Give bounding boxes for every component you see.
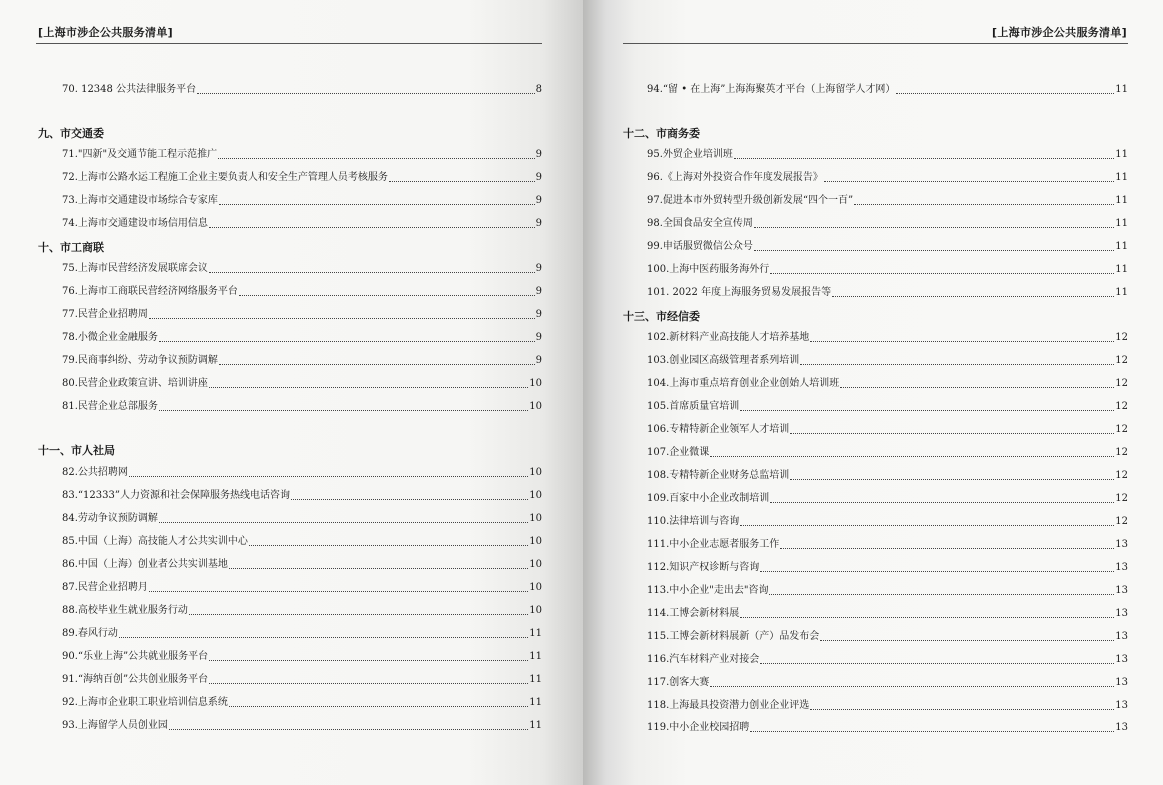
- page-number: 11: [529, 720, 542, 731]
- entry-label: 118.上海最具投资潜力创业企业评选: [647, 700, 810, 711]
- dot-leader: [209, 673, 528, 684]
- entry-label: 76.上海市工商联民营经济网络服务平台: [62, 286, 238, 297]
- dot-leader: [189, 604, 528, 615]
- toc-entry: [647, 653, 1128, 667]
- dot-leader: [790, 469, 1114, 480]
- page-number: 13: [1115, 700, 1128, 711]
- page-number: 10: [529, 605, 542, 616]
- page-number: 10: [529, 582, 542, 593]
- dot-leader: [219, 354, 535, 365]
- page-number: 11: [1115, 172, 1128, 183]
- dot-leader: [754, 240, 1114, 251]
- entry-label: 74.上海市交通建设市场信用信息: [62, 218, 208, 229]
- dot-leader: [760, 653, 1114, 664]
- header-rule: [36, 43, 542, 44]
- toc-entry: [647, 721, 1128, 735]
- toc-entry: [62, 262, 542, 276]
- page-number: 12: [1115, 424, 1128, 435]
- dot-leader: [209, 217, 535, 228]
- toc-entry: [62, 308, 542, 322]
- toc-entry: [647, 240, 1128, 254]
- dot-leader: [750, 721, 1114, 732]
- dot-leader: [119, 627, 528, 638]
- entry-label: 89.春风行动: [62, 628, 118, 639]
- dot-leader: [209, 377, 528, 388]
- page-number: 9: [535, 195, 542, 206]
- page-number: 12: [1115, 493, 1128, 504]
- toc-entry: [62, 581, 542, 595]
- dot-leader: [209, 650, 528, 661]
- entry-label: 77.民营企业招聘周: [62, 309, 148, 320]
- page-number: 9: [535, 149, 542, 160]
- page-number: 9: [535, 355, 542, 366]
- toc-entry: [647, 515, 1128, 529]
- entry-label: 94.“留 • 在上海”上海海聚英才平台（上海留学人才网）: [647, 84, 896, 95]
- section-heading: 十二、市商务委: [623, 127, 700, 140]
- dot-leader: [159, 512, 528, 523]
- entry-label: 78.小微企业金融服务: [62, 332, 158, 343]
- entry-label: 97.促进本市外贸转型升级创新发展“四个一百”: [647, 195, 854, 206]
- entry-label: 102.新材料产业高技能人才培养基地: [647, 332, 810, 343]
- toc-entry: [647, 331, 1128, 345]
- page-number: 13: [1115, 654, 1128, 665]
- toc-entry: [62, 217, 542, 231]
- dot-leader: [389, 171, 535, 182]
- entry-label: 85.中国（上海）高技能人才公共实训中心: [62, 536, 248, 547]
- entry-label: 79.民商事纠纷、劳动争议预防调解: [62, 355, 218, 366]
- entry-label: 117.创客大赛: [647, 677, 710, 688]
- entry-label: 110.法律培训与咨询: [647, 516, 740, 527]
- dot-leader: [710, 676, 1114, 687]
- toc-entry: [647, 492, 1128, 506]
- page-number: 8: [535, 84, 542, 95]
- entry-label: 116.汽车材料产业对接会: [647, 654, 760, 665]
- dot-leader: [769, 584, 1114, 595]
- dot-leader: [740, 515, 1114, 526]
- page-number: 9: [535, 286, 542, 297]
- entry-label: 104.上海市重点培育创业企业创始人培训班: [647, 378, 840, 389]
- toc-entry: [62, 719, 542, 733]
- toc-entry: [647, 400, 1128, 414]
- dot-leader: [832, 286, 1114, 297]
- page-number: 9: [535, 263, 542, 274]
- toc-entry: [62, 627, 542, 641]
- page-number: 13: [1115, 722, 1128, 733]
- entry-label: 83.“12333”人力资源和社会保障服务热线电话咨询: [62, 490, 290, 501]
- page-number: 11: [529, 651, 542, 662]
- toc-entry: [62, 466, 542, 480]
- page-number: 11: [529, 674, 542, 685]
- entry-label: 98.全国食品安全宣传周: [647, 218, 753, 229]
- toc-entry: [647, 83, 1128, 97]
- page-number: 10: [529, 490, 542, 501]
- dot-leader: [239, 285, 535, 296]
- page-number: 12: [1115, 332, 1128, 343]
- toc-entry: [62, 558, 542, 572]
- section-heading: 九、市交通委: [38, 127, 104, 140]
- entry-label: 82.公共招聘网: [62, 467, 128, 478]
- entry-label: 100.上海中医药服务海外行: [647, 264, 770, 275]
- dot-leader: [740, 400, 1114, 411]
- dot-leader: [159, 331, 535, 342]
- dot-leader: [149, 581, 528, 592]
- entry-label: 71."四新"及交通节能工程示范推广: [62, 149, 218, 160]
- toc-entry: [62, 604, 542, 618]
- page-number: 11: [1115, 84, 1128, 95]
- dot-leader: [159, 400, 528, 411]
- section-heading: 十一、市人社局: [38, 444, 115, 457]
- entry-label: 106.专精特新企业领军人才培训: [647, 424, 790, 435]
- entry-label: 114.工博会新材料展: [647, 608, 740, 619]
- page-number: 10: [529, 401, 542, 412]
- page-number: 12: [1115, 401, 1128, 412]
- page-number: 12: [1115, 516, 1128, 527]
- toc-entry: [62, 512, 542, 526]
- entry-label: 101. 2022 年度上海服务贸易发展报告等: [647, 287, 832, 298]
- dot-leader: [780, 538, 1114, 549]
- toc-entry: [62, 285, 542, 299]
- toc-entry: [647, 538, 1128, 552]
- entry-label: 112.知识产权诊断与咨询: [647, 562, 760, 573]
- toc-entry: [647, 148, 1128, 162]
- toc-entry: [647, 699, 1128, 713]
- page-number: 13: [1115, 585, 1128, 596]
- entry-label: 81.民营企业总部服务: [62, 401, 158, 412]
- toc-entry: [647, 354, 1128, 368]
- page-number: 13: [1115, 562, 1128, 573]
- toc-entry: [647, 676, 1128, 690]
- page-number: 11: [1115, 241, 1128, 252]
- dot-leader: [770, 263, 1114, 274]
- page-number: 12: [1115, 447, 1128, 458]
- dot-leader: [197, 83, 535, 94]
- dot-leader: [710, 446, 1114, 457]
- dot-leader: [169, 719, 528, 730]
- page-number: 12: [1115, 355, 1128, 366]
- entry-label: 107.企业微课: [647, 447, 710, 458]
- page-number: 12: [1115, 378, 1128, 389]
- toc-entry: [647, 630, 1128, 644]
- page-number: 10: [529, 559, 542, 570]
- page-number: 10: [529, 513, 542, 524]
- entry-label: 103.创业园区高级管理者系列培训: [647, 355, 800, 366]
- toc-entry: [647, 286, 1128, 300]
- entry-label: 87.民营企业招聘月: [62, 582, 148, 593]
- entry-label: 72.上海市公路水运工程施工企业主要负责人和安全生产管理人员考核服务: [62, 172, 388, 183]
- toc-entry: [647, 446, 1128, 460]
- dot-leader: [824, 171, 1114, 182]
- toc-entry: [62, 171, 542, 185]
- page-number: 9: [535, 172, 542, 183]
- entry-label: 70. 12348 公共法律服务平台: [62, 84, 197, 95]
- dot-leader: [219, 194, 535, 205]
- entry-label: 84.劳动争议预防调解: [62, 513, 158, 524]
- header-rule: [623, 43, 1128, 44]
- dot-leader: [800, 354, 1114, 365]
- page-number: 13: [1115, 677, 1128, 688]
- toc-entry: [647, 217, 1128, 231]
- page-number: 12: [1115, 470, 1128, 481]
- toc-entry: [62, 83, 542, 97]
- entry-label: 86.中国（上海）创业者公共实训基地: [62, 559, 228, 570]
- page-number: 13: [1115, 608, 1128, 619]
- dot-leader: [896, 83, 1114, 94]
- page-number: 11: [529, 697, 542, 708]
- section-heading: 十三、市经信委: [623, 310, 700, 323]
- entry-label: 109.百家中小企业改制培训: [647, 493, 770, 504]
- entry-label: 111.中小企业志愿者服务工作: [647, 539, 780, 550]
- page-number: 9: [535, 332, 542, 343]
- toc-entry: [62, 400, 542, 414]
- entry-label: 91.“海纳百创”公共创业服务平台: [62, 674, 209, 685]
- dot-leader: [229, 558, 528, 569]
- entry-label: 96.《上海对外投资合作年度发展报告》: [647, 172, 823, 183]
- dot-leader: [229, 696, 528, 707]
- page-number: 10: [529, 378, 542, 389]
- dot-leader: [218, 148, 535, 159]
- dot-leader: [790, 423, 1114, 434]
- dot-leader: [740, 607, 1114, 618]
- toc-entry: [62, 535, 542, 549]
- toc-entry: [647, 263, 1128, 277]
- dot-leader: [734, 148, 1114, 159]
- toc-entry: [647, 469, 1128, 483]
- toc-entry: [647, 194, 1128, 208]
- dot-leader: [149, 308, 535, 319]
- toc-entry: [647, 561, 1128, 575]
- toc-entry: [62, 194, 542, 208]
- toc-entry: [647, 171, 1128, 185]
- toc-entry: [62, 650, 542, 664]
- toc-entry: [647, 584, 1128, 598]
- right-page: [583, 0, 1163, 785]
- toc-entry: [62, 377, 542, 391]
- toc-entry: [647, 423, 1128, 437]
- page-number: 10: [529, 536, 542, 547]
- toc-entry: [62, 489, 542, 503]
- entry-label: 80.民营企业政策宣讲、培训讲座: [62, 378, 208, 389]
- entry-label: 108.专精特新企业财务总监培训: [647, 470, 790, 481]
- dot-leader: [754, 217, 1114, 228]
- page-number: 11: [1115, 195, 1128, 206]
- dot-leader: [249, 535, 528, 546]
- page-header: [上海市涉企公共服务清单]: [992, 26, 1127, 39]
- page-number: 11: [1115, 264, 1128, 275]
- toc-entry: [62, 354, 542, 368]
- dot-leader: [810, 699, 1114, 710]
- page-header: [上海市涉企公共服务清单]: [38, 26, 173, 39]
- entry-label: 95.外贸企业培训班: [647, 149, 733, 160]
- page-number: 11: [1115, 218, 1128, 229]
- entry-label: 93.上海留学人员创业园: [62, 720, 168, 731]
- entry-label: 115.工博会新材料展新（产）品发布会: [647, 631, 820, 642]
- entry-label: 92.上海市企业职工职业培训信息系统: [62, 697, 228, 708]
- dot-leader: [770, 492, 1114, 503]
- entry-label: 119.中小企业校园招聘: [647, 722, 750, 733]
- page-number: 11: [1115, 149, 1128, 160]
- toc-entry: [647, 377, 1128, 391]
- entry-label: 113.中小企业"走出去"咨询: [647, 585, 769, 596]
- toc-entry: [62, 331, 542, 345]
- page-number: 13: [1115, 539, 1128, 550]
- section-heading: 十、市工商联: [38, 241, 104, 254]
- page-number: 11: [529, 628, 542, 639]
- dot-leader: [760, 561, 1114, 572]
- dot-leader: [209, 262, 535, 273]
- page-number: 11: [1115, 287, 1128, 298]
- toc-entry: [62, 673, 542, 687]
- entry-label: 73.上海市交通建设市场综合专家库: [62, 195, 218, 206]
- entry-label: 88.高校毕业生就业服务行动: [62, 605, 188, 616]
- page-number: 13: [1115, 631, 1128, 642]
- toc-entry: [62, 148, 542, 162]
- entry-label: 105.首席质量官培训: [647, 401, 740, 412]
- page-number: 10: [529, 467, 542, 478]
- dot-leader: [810, 331, 1114, 342]
- dot-leader: [854, 194, 1114, 205]
- dot-leader: [291, 489, 528, 500]
- page-number: 9: [535, 218, 542, 229]
- entry-label: 75.上海市民营经济发展联席会议: [62, 263, 208, 274]
- toc-entry: [647, 607, 1128, 621]
- page-number: 9: [535, 309, 542, 320]
- dot-leader: [820, 630, 1114, 641]
- toc-entry: [62, 696, 542, 710]
- entry-label: 99.申话服贸微信公众号: [647, 241, 753, 252]
- dot-leader: [840, 377, 1114, 388]
- entry-label: 90.“乐业上海”公共就业服务平台: [62, 651, 209, 662]
- dot-leader: [129, 466, 528, 477]
